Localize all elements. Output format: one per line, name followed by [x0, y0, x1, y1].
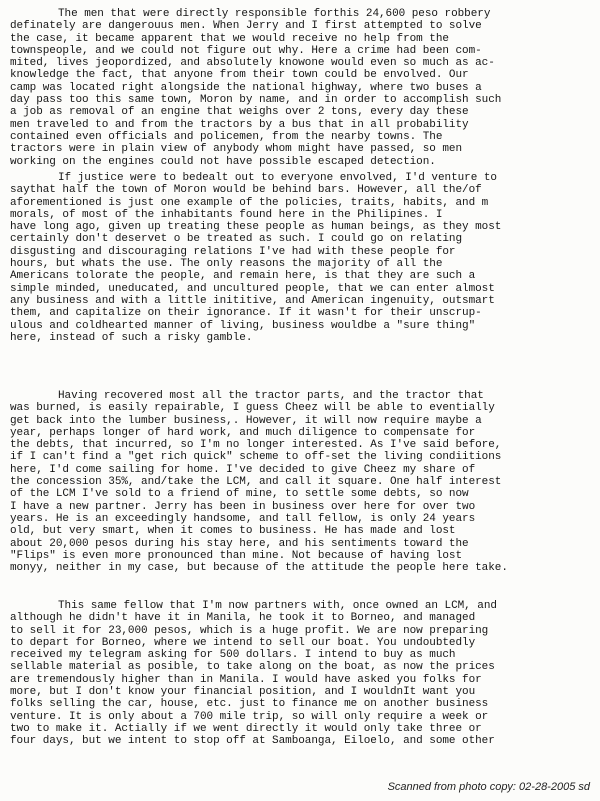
text-line: "Flips" is even more pronounced than mine. Not because of having lost	[10, 549, 463, 562]
text-line: day pass too this same town, Moron by name, and in order to accomplish such	[10, 94, 502, 107]
text-line: years. He is an exceedingly handsome, and tall fellow, is only 24 years	[10, 512, 476, 525]
text-line: folks selling the car, house, etc. just to finance me on another business	[10, 698, 489, 711]
text-line: saythat half the town of Moron would be behind bars. However, all the/of	[10, 184, 482, 197]
paragraph-justice	[10, 172, 590, 344]
text-line: old, but very smart, when it comes to business. He has made and lost	[10, 525, 456, 538]
text-line: morals, of most of the inhabitants found here in the Philipines. I	[10, 208, 443, 221]
text-line: men traveled to and from the tractors by a bus that in all probability	[10, 118, 469, 131]
text-line: contained even officials and policemen, from the nearby towns. The	[10, 130, 443, 143]
text-line: the case, it became apparent that we would receive no help from the	[10, 32, 449, 45]
text-line: simple minded, uneducated, and uncultured people, that we can enter almost	[10, 282, 495, 295]
text-line: Having recovered most all the tractor parts, and the tractor that	[58, 390, 484, 402]
text-line: I have a new partner. Jerry has been in business over here for over two	[10, 500, 476, 513]
text-line: get back into the lumber business,. However, it will now require maybe a	[10, 414, 482, 427]
text-line: tractors were in plain view of anybody whom might have passed, so men	[10, 143, 463, 156]
text-line: the concession 35%, and/take the LCM, and call it square. One half interest	[10, 476, 502, 489]
text-line: sellable material as posible, to take along on the boat, as now the prices	[10, 661, 495, 674]
text-line: definately are dangerouus men. When Jerry and I first attempted to solve	[10, 20, 482, 33]
paragraph-robbery	[10, 8, 590, 168]
text-line: any business and with a little inititive, and American ingenuity, outsmart	[10, 294, 495, 307]
text-line: a job as removal of an engine that weighs over 2 tons, every day these	[10, 106, 469, 119]
text-line: to depart for Borneo, where we intend to sell our boat. You undoubtedly	[10, 636, 476, 649]
text-line: the debts, that incurred, so I'm no longer interested. As I've said before,	[10, 439, 502, 452]
text-line: here, I'd come sailing for home. I've decided to give Cheez my share of	[10, 463, 476, 476]
text-line: venture. It is only about a 700 mile trip, so will only require a week or	[10, 710, 489, 723]
text-line: two to make it. Actially if we went directly it would only take three or	[10, 722, 482, 735]
paragraph-tractor-parts	[10, 390, 590, 574]
text-line: was burned, is easily repairable, I guess Cheez will be able to eventially	[10, 402, 495, 415]
text-line: townspeople, and we could not figure out why. Here a crime had been com-	[10, 44, 482, 57]
text-line: mited, lives jeopordized, and absolutely knowone would even so much as ac-	[10, 57, 495, 70]
text-line: of the LCM I've sold to a friend of mine, to settle some debts, so now	[10, 488, 469, 501]
text-line: certainly don't deservet o be treated as such. I could go on relating	[10, 233, 463, 246]
text-line: year, perhaps longer of hard work, and much diligence to compensate for	[10, 426, 476, 439]
text-line: monyy, neither in my case, but because of the attitude the people here take.	[10, 562, 508, 575]
text-line: The men that were directly responsible forthis 24,600 peso robbery	[58, 8, 491, 20]
text-line: them, and capitalize on their ignorance. If it wasn't for their unscrup-	[10, 307, 482, 320]
text-line: This same fellow that I'm now partners with, once owned an LCM, and	[58, 600, 497, 612]
text-line: if I can't find a "get rich quick" scheme to off-set the living condiitions	[10, 451, 502, 464]
text-line: have long ago, given up treating these people as human beings, as they most	[10, 221, 502, 234]
scan-footer-note: Scanned from photo copy: 02-28-2005 sd	[387, 781, 590, 793]
text-line: knowledge the fact, that anyone from their town could be envolved. Our	[10, 69, 469, 82]
text-line: about 20,000 pesos during his stay here, and his sentiments toward the	[10, 537, 469, 550]
text-line: more, but I don't know your financial position, and I wouldnIt want you	[10, 686, 476, 699]
text-line: ulous and coldhearted manner of living, business wouldbe a "sure thing"	[10, 319, 476, 332]
paragraph-borneo-partner	[10, 600, 590, 748]
text-line: working on the engines could not have possible escaped detection.	[10, 155, 436, 168]
text-line: here, instead of such a risky gamble.	[10, 331, 253, 344]
text-line: Americans tolorate the people, and remain here, is that they are such a	[10, 270, 476, 283]
text-line: aforementioned is just one example of the policies, traits, habits, and m	[10, 196, 489, 209]
text-line: to sell it for 23,000 pesos, which is a huge profit. We are now preparing	[10, 624, 489, 637]
text-line: If justice were to bedealt out to everyone envolved, I'd venture to	[58, 172, 497, 184]
text-line: hours, but whats the use. The only reasons the majority of all the	[10, 258, 443, 271]
text-line: although he didn't have it in Manila, he took it to Borneo, and managed	[10, 612, 476, 625]
text-line: received my telegram asking for 500 dollars. I intend to buy as much	[10, 649, 456, 662]
text-line: are tremendously higher than in Manila. I would have asked you folks for	[10, 673, 482, 686]
text-line: disgusting and discouraging relations I've had with these people for	[10, 245, 456, 258]
text-line: camp was located right alongside the national highway, where two buses a	[10, 81, 482, 94]
text-line: four days, but we intent to stop off at Samboanga, Eiloelo, and some other	[10, 735, 495, 748]
